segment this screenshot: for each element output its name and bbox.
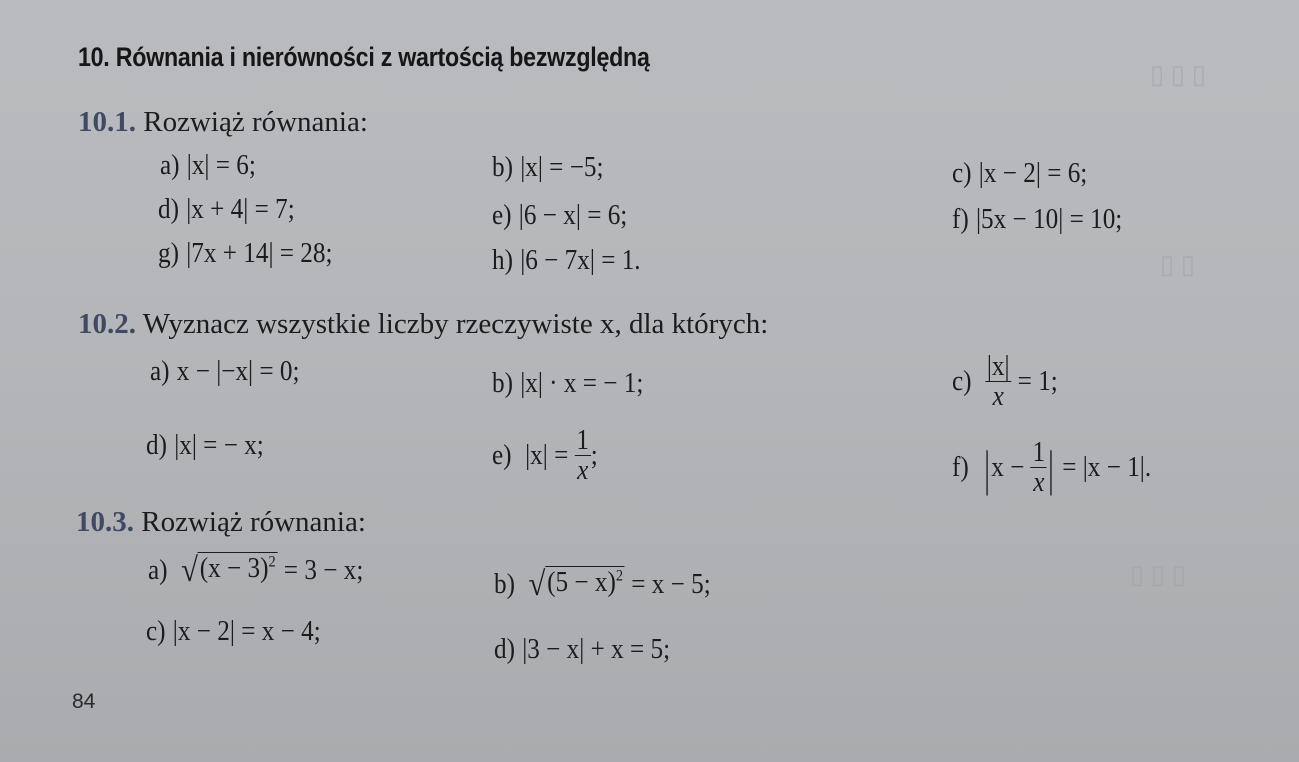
section-number: 10.2. (78, 308, 136, 340)
fraction: $\frac{1}{x}$ (1032, 437, 1046, 499)
ex1-b: b) |x| = −5; (492, 152, 604, 183)
fraction: $\frac{1}{x}$ (576, 425, 590, 487)
ex1-h: h) |6 − 7x| = 1. (492, 245, 641, 276)
ex1-e: e) |6 − x| = 6; (492, 200, 628, 231)
section-number: 10.1. (78, 106, 136, 138)
ex3-c: c) |x − 2| = x − 4; (146, 616, 321, 647)
abs-bar-left: | (984, 439, 990, 496)
bleed-through-3: ▯ ▯ ▯ (1130, 560, 1186, 589)
ex1-f: f) |5x − 10| = 10; (952, 204, 1123, 235)
section-10-3-heading (76, 506, 366, 539)
section-text: Wyznacz wszystkie liczby rzeczywiste x, dla których: (142, 308, 769, 340)
ex2-d: d) |x| = − x; (146, 430, 264, 461)
chapter-title: 10. Równania i nierówności z wartością bezwzględną (78, 42, 650, 72)
ex1-a: a) |x| = 6; (160, 150, 256, 181)
ex3-d: d) |3 − x| + x = 5; (494, 634, 671, 665)
fraction: $\frac{|x|}{x}$ (986, 351, 1010, 413)
ex2-a: a) x − |−x| = 0; (150, 356, 300, 387)
ex2-f: f) |x − $\frac{1}{x}$ | = |x − 1|. (952, 437, 1152, 499)
ex1-d: d) |x + 4| = 7; (158, 194, 295, 225)
page-number: 84 (72, 690, 96, 713)
ex3-a: a) $√(x - 3)^2 = 3 - x$; (148, 552, 364, 589)
ex1-g: g) |7x + 14| = 28; (158, 238, 333, 269)
bleed-through-2: ▯ ▯ (1160, 250, 1196, 279)
sqrt-expression: $√(x - 3)^2$ (181, 552, 276, 589)
bleed-through-1: ▯ ▯ ▯ (1150, 60, 1206, 89)
ex1-c: c) |x − 2| = 6; (952, 158, 1088, 189)
ex2-e: e) |x| = $\frac{1}{x}$ ; (492, 425, 598, 487)
section-10-2-heading (78, 308, 768, 341)
section-text: Rozwiąż równania: (141, 506, 366, 538)
ex3-b: b) $√(5 - x)^2 = x - 5$; (494, 566, 711, 603)
sqrt-expression: $√(5 - x)^2$ (528, 566, 624, 603)
ex2-b: b) |x| · x = − 1; (492, 368, 644, 399)
abs-bar-right: | (1048, 439, 1055, 496)
section-text: Rozwiąż równania: (143, 106, 368, 138)
ex2-c: c) $\frac{|x|}{x}$ = 1; (952, 351, 1058, 413)
section-10-1-heading (78, 106, 368, 139)
section-number: 10.3. (76, 506, 134, 538)
